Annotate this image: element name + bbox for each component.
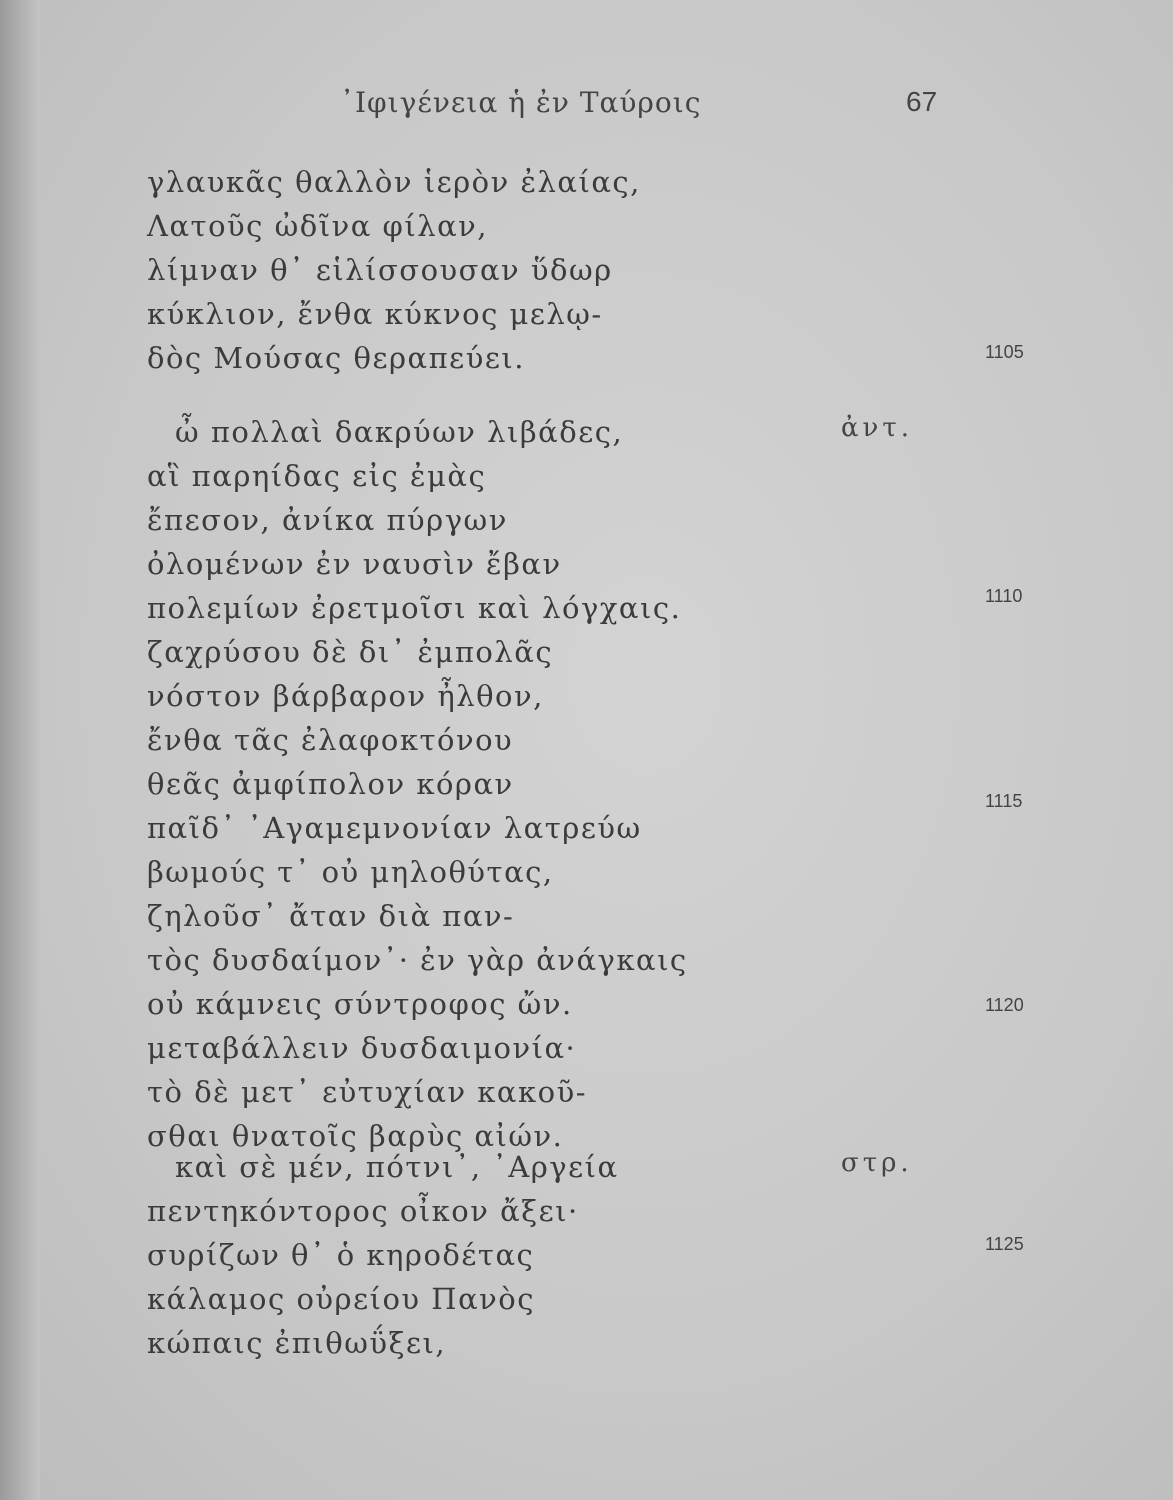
line-number-1105: 1105: [985, 342, 1024, 362]
verse-line: γλαυκᾶς θαλλὸν ἱερὸν ἐλαίας,: [147, 165, 641, 199]
stanza-1: [147, 160, 641, 380]
verse-line: βωμούς τ᾿ οὐ μηλοθύτας,: [147, 855, 554, 889]
verse-line: τὸ δὲ μετ᾿ εὐτυχίαν κακοῦ-: [147, 1075, 588, 1109]
running-title: ᾿Ιφιγένεια ἡ ἐν Ταύροις: [340, 86, 702, 119]
verse-line: τὸς δυσδαίμον᾿· ἐν γὰρ ἀνάγκαις: [147, 943, 688, 977]
verse-line: κύκλιον, ἔνθα κύκνος μελῳ-: [147, 297, 603, 331]
verse-line: ἔπεσον, ἀνίκα πύργων: [147, 503, 508, 537]
verse-line: ἔνθα τᾶς ἐλαφοκτόνου: [147, 723, 514, 757]
verse-line: δὸς Μούσας θεραπεύει.: [147, 341, 525, 375]
verse-line: ὦ πολλαὶ δακρύων λιβάδες,: [175, 415, 624, 449]
verse-line: παῖδ᾿ ᾿Αγαμεμνονίαν λατρεύω: [147, 811, 642, 845]
line-number-1115: 1115: [985, 791, 1023, 811]
strophe-marker: στρ.: [841, 1148, 913, 1178]
verse-line: κώπαις ἐπιθωΰξει,: [147, 1326, 447, 1360]
verse-line: ὀλομένων ἐν ναυσὶν ἔβαν: [147, 547, 562, 581]
verse-line: πολεμίων ἐρετμοῖσι καὶ λόγχαις.: [147, 591, 682, 625]
stanza-2: [147, 410, 688, 1158]
verse-line: συρίζων θ᾿ ὁ κηροδέτας: [147, 1238, 535, 1272]
verse-line: θεᾶς ἀμφίπολον κόραν: [147, 767, 514, 801]
stanza-3: [147, 1145, 619, 1365]
line-number-1110: 1110: [985, 586, 1023, 606]
verse-line: κάλαμος οὐρείου Πανὸς: [147, 1282, 535, 1316]
verse-line: αἳ παρηίδας εἰς ἐμὰς: [147, 459, 487, 493]
verse-line: καὶ σὲ μέν, πότνι᾿, ᾿Αργεία: [175, 1150, 619, 1184]
verse-line: λίμναν θ᾿ εἱλίσσουσαν ὕδωρ: [147, 253, 613, 287]
line-number-1125: 1125: [985, 1234, 1024, 1254]
verse-line: νόστον βάρβαρον ἦλθον,: [147, 679, 544, 713]
antistrophe-marker: ἀντ.: [841, 413, 914, 443]
verse-line: ζηλοῦσ᾿ ἄταν διὰ παν-: [147, 899, 515, 933]
line-number-1120: 1120: [985, 995, 1024, 1015]
verse-line: ζαχρύσου δὲ δι᾿ ἐμπολᾶς: [147, 635, 554, 669]
verse-line: σθαι θνατοῖς βαρὺς αἰών.: [147, 1119, 564, 1153]
page-number: 67: [906, 86, 938, 117]
page-gutter-shadow: [0, 0, 40, 1500]
verse-line: οὐ κάμνεις σύντροφος ὤν.: [147, 987, 573, 1021]
verse-line: πεντηκόντορος οἶκον ἄξει·: [147, 1194, 579, 1228]
verse-line: μεταβάλλειν δυσδαιμονία·: [147, 1031, 577, 1065]
verse-line: Λατοῦς ὠδῖνα φίλαν,: [147, 209, 489, 243]
